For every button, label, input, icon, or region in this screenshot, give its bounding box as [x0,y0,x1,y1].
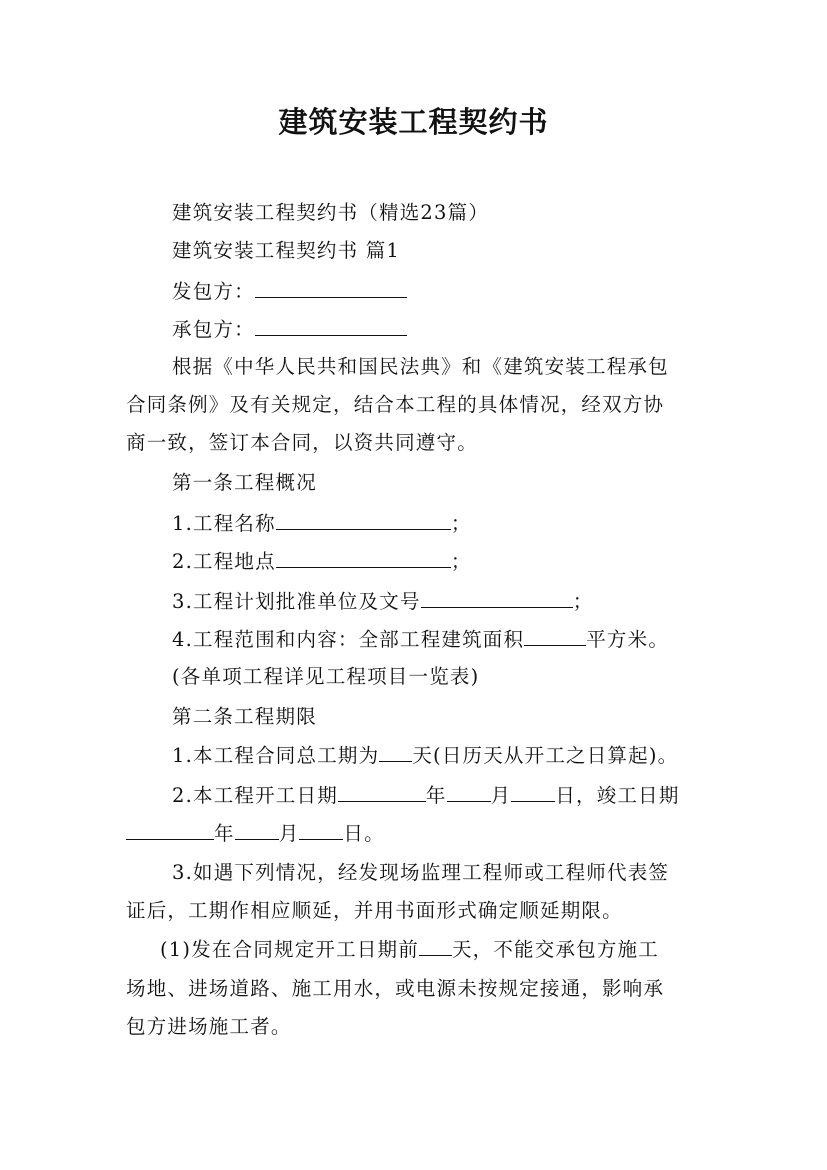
item-1-1-label: 1.工程名称 [172,512,276,535]
end-month-blank [235,820,279,840]
item-1-3-blank [421,588,573,608]
start-month-blank [447,782,491,802]
party-a-label: 发包方： [172,280,255,303]
item-2-2 [172,782,827,809]
start-month-label: 月 [490,784,512,807]
item-2-1-blank [379,742,412,762]
start-year-blank [338,782,426,802]
sub-item-1-blank [419,936,452,956]
item-2-3-line-2: 证后，工期作相应顺延，并用书面形式确定顺延期限。 [126,899,623,922]
item-1-1-blank [276,510,451,530]
article-1-heading: 第一条工程概况 [172,471,317,494]
party-a-line [172,278,827,305]
item-2-1 [172,742,827,769]
item-2-2-prefix: 2.本工程开工日期 [172,784,338,807]
document-title: 建筑安装工程契约书 [278,105,549,139]
start-day-label: 日，竣工日期 [555,784,680,807]
item-1-2-label: 2.工程地点 [172,550,276,573]
start-year-label: 年 [425,784,447,807]
item-1-3-semicolon: ； [572,590,594,613]
item-1-3 [172,588,827,615]
end-day-label: 日。 [343,822,385,845]
party-b-blank [255,316,407,336]
item-1-3-label: 3.工程计划批准单位及文号 [172,590,421,613]
item-1-1 [172,510,827,537]
item-2-1-suffix: 天(日历天从开工之日算起)。 [412,744,679,767]
item-1-4-prefix: 4.工程范围和内容：全部工程建筑面积 [172,628,525,651]
item-1-4-suffix: 平方米。 [586,628,670,651]
item-1-2-blank [276,548,451,568]
document-subtitle: 建筑安装工程契约书（精选23篇） [172,201,490,224]
end-month-label: 月 [278,822,300,845]
item-1-4-blank [524,626,586,646]
sub-item-1-line-1 [160,936,827,963]
item-1-2 [172,548,827,575]
party-b-label: 承包方： [172,318,255,341]
item-1-1-semicolon: ； [450,512,472,535]
item-1-2-semicolon: ； [450,550,472,573]
item-1-4 [172,626,827,653]
item-1-4-note: (各单项工程详见工程项目一览表) [172,665,480,688]
end-day-blank [299,820,343,840]
party-a-blank [255,278,407,298]
intro-line-2: 合同条例》及有关规定，结合本工程的具体情况，经双方协 [126,393,665,416]
intro-line-1: 根据《中华人民共和国民法典》和《建筑安装工程承包 [172,355,669,378]
article-2-heading: 第二条工程期限 [172,705,317,728]
item-2-1-prefix: 1.本工程合同总工期为 [172,744,380,767]
end-year-blank [126,820,214,840]
section-heading: 建筑安装工程契约书 篇1 [172,239,401,262]
end-year-label: 年 [214,822,235,845]
sub-item-1-line-2: 场地、进场道路、施工用水，或电源未按规定接通，影响承 [126,977,665,1000]
item-2-2-completion [126,820,827,847]
item-2-3-line-1: 3.如遇下列情况，经发现场监理工程师或工程师代表签 [172,861,670,884]
party-b-line [172,316,827,343]
sub-item-1-line-3: 包方进场施工者。 [126,1015,292,1038]
sub-item-1-prefix: (1)发在合同规定开工日期前 [160,938,419,961]
sub-item-1-mid: 天，不能交承包方施工 [451,938,659,961]
intro-line-3: 商一致，签订本合同，以资共同遵守。 [126,431,478,454]
start-day-blank [511,782,555,802]
